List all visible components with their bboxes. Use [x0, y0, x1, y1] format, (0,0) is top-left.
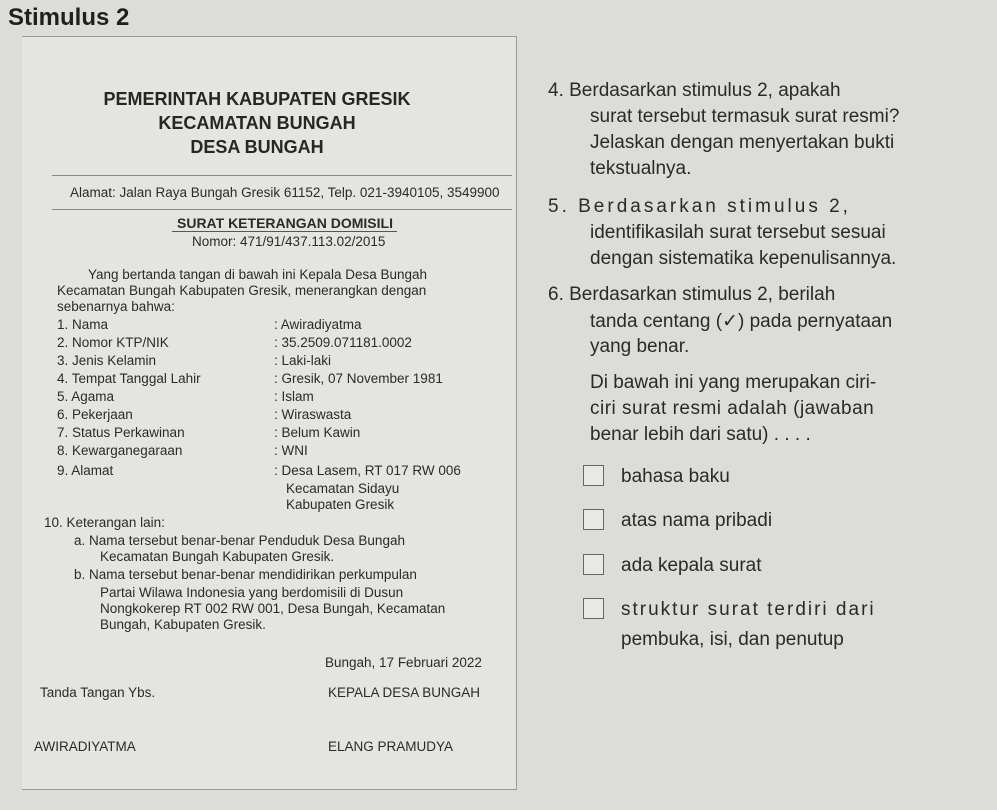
field-label: 2. Nomor KTP/NIK	[57, 335, 169, 350]
field-label: 7. Status Perkawinan	[57, 425, 185, 440]
option-label: atas nama pribadi	[621, 510, 773, 531]
field-value: : Gresik, 07 November 1981	[274, 371, 443, 386]
question-4-line-2: surat tersebut termasuk surat resmi?	[590, 106, 900, 127]
field-value: : Awiradiyatma	[274, 317, 362, 332]
field-label: 6. Pekerjaan	[57, 407, 133, 422]
field-label: 5. Agama	[57, 389, 115, 404]
question-4-line-4: tekstualnya.	[590, 158, 692, 179]
remark-a-line-1: a. Nama tersebut benar-benar Penduduk Desa Bungah	[74, 533, 405, 548]
field-value: : 35.2509.071181.0002	[274, 335, 412, 350]
option-label-continued: pembuka, isi, dan penutup	[621, 629, 844, 650]
remark-b-line-3: Nongkokerep RT 002 RW 001, Desa Bungah, Kecamatan	[100, 601, 446, 616]
question-5-line-3: dengan sistematika kepenulisannya.	[590, 248, 897, 269]
letter-title: SURAT KETERANGAN DOMISILI	[177, 215, 393, 231]
option-checkbox-atas-nama-pribadi[interactable]	[583, 509, 604, 530]
option-label: struktur surat terdiri dari	[621, 599, 876, 620]
remark-b-line-1: b. Nama tersebut benar-benar mendidirikan perkumpulan	[74, 567, 417, 582]
intro-line-1: Yang bertanda tangan di bawah ini Kepala Desa Bungah	[88, 267, 428, 282]
question-4-line-1: 4. Berdasarkan stimulus 2, apakah	[548, 80, 841, 101]
field-label: 1. Nama	[57, 317, 109, 332]
question-5-line-1: 5. Berdasarkan stimulus 2,	[548, 196, 851, 217]
letter-header-regency: PEMERINTAH KABUPATEN GRESIK	[103, 89, 411, 109]
signature-left-label: Tanda Tangan Ybs.	[40, 685, 156, 700]
question-5-line-2: identifikasilah surat tersebut sesuai	[590, 222, 886, 243]
option-label: bahasa baku	[621, 466, 730, 487]
letter-address: Alamat: Jalan Raya Bungah Gresik 61152, Telp. 021-3940105, 3549900	[70, 185, 500, 200]
option-checkbox-struktur-surat[interactable]	[583, 598, 604, 619]
question-6-line-6: benar lebih dari satu) . . . .	[590, 424, 811, 445]
field-label: 9. Alamat	[57, 463, 114, 478]
question-6-line-5: ciri surat resmi adalah (jawaban	[590, 398, 875, 419]
field-value: : Wiraswasta	[274, 407, 352, 422]
option-checkbox-bahasa-baku[interactable]	[583, 465, 604, 486]
remark-b-line-4: Bungah, Kabupaten Gresik.	[100, 617, 266, 632]
letter-date-place: Bungah, 17 Februari 2022	[325, 655, 482, 670]
signature-left-name: AWIRADIYATMA	[34, 739, 136, 754]
signature-right-name: ELANG PRAMUDYA	[328, 739, 454, 754]
header-rule-top	[52, 175, 512, 176]
field-value: : Desa Lasem, RT 017 RW 006	[274, 463, 461, 478]
question-6-line-2: tanda centang (✓) pada pernyataan	[590, 311, 893, 332]
field-label: 8. Kewarganegaraan	[57, 443, 183, 458]
question-6-line-1: 6. Berdasarkan stimulus 2, berilah	[548, 284, 836, 305]
stimulus-title: Stimulus 2	[8, 4, 130, 31]
intro-line-3: sebenarnya bahwa:	[57, 299, 175, 314]
letter-header-district: KECAMATAN BUNGAH	[158, 113, 356, 133]
question-6-line-4: Di bawah ini yang merupakan ciri-	[590, 372, 877, 393]
remark-a-line-2: Kecamatan Bungah Kabupaten Gresik.	[100, 549, 335, 564]
field-value: : Belum Kawin	[274, 425, 361, 440]
field-value: : Islam	[274, 389, 314, 404]
field-value: : WNI	[274, 443, 308, 458]
remark-b-line-2: Partai Wilawa Indonesia yang berdomisili di Dusun	[100, 585, 404, 600]
remarks-label: 10. Keterangan lain:	[44, 515, 165, 530]
option-checkbox-ada-kepala-surat[interactable]	[583, 554, 604, 575]
header-rule-bottom	[52, 209, 512, 210]
letter-header-village: DESA BUNGAH	[190, 137, 324, 157]
question-4-line-3: Jelaskan dengan menyertakan bukti	[590, 132, 895, 153]
intro-line-2: Kecamatan Bungah Kabupaten Gresik, menerangkan dengan	[57, 283, 427, 298]
field-label: 4. Tempat Tanggal Lahir	[57, 371, 201, 386]
official-letter	[22, 36, 517, 790]
option-label: ada kepala surat	[621, 555, 762, 576]
letter-number: Nomor: 471/91/437.113.02/2015	[192, 234, 386, 249]
field-label: 3. Jenis Kelamin	[57, 353, 157, 368]
signature-right-label: KEPALA DESA BUNGAH	[328, 685, 481, 700]
letter-title-underline	[172, 231, 397, 232]
field-value: : Laki-laki	[274, 353, 332, 368]
address-line-2: Kecamatan Sidayu	[286, 481, 400, 496]
question-6-line-3: yang benar.	[590, 336, 690, 357]
address-line-3: Kabupaten Gresik	[286, 497, 395, 512]
